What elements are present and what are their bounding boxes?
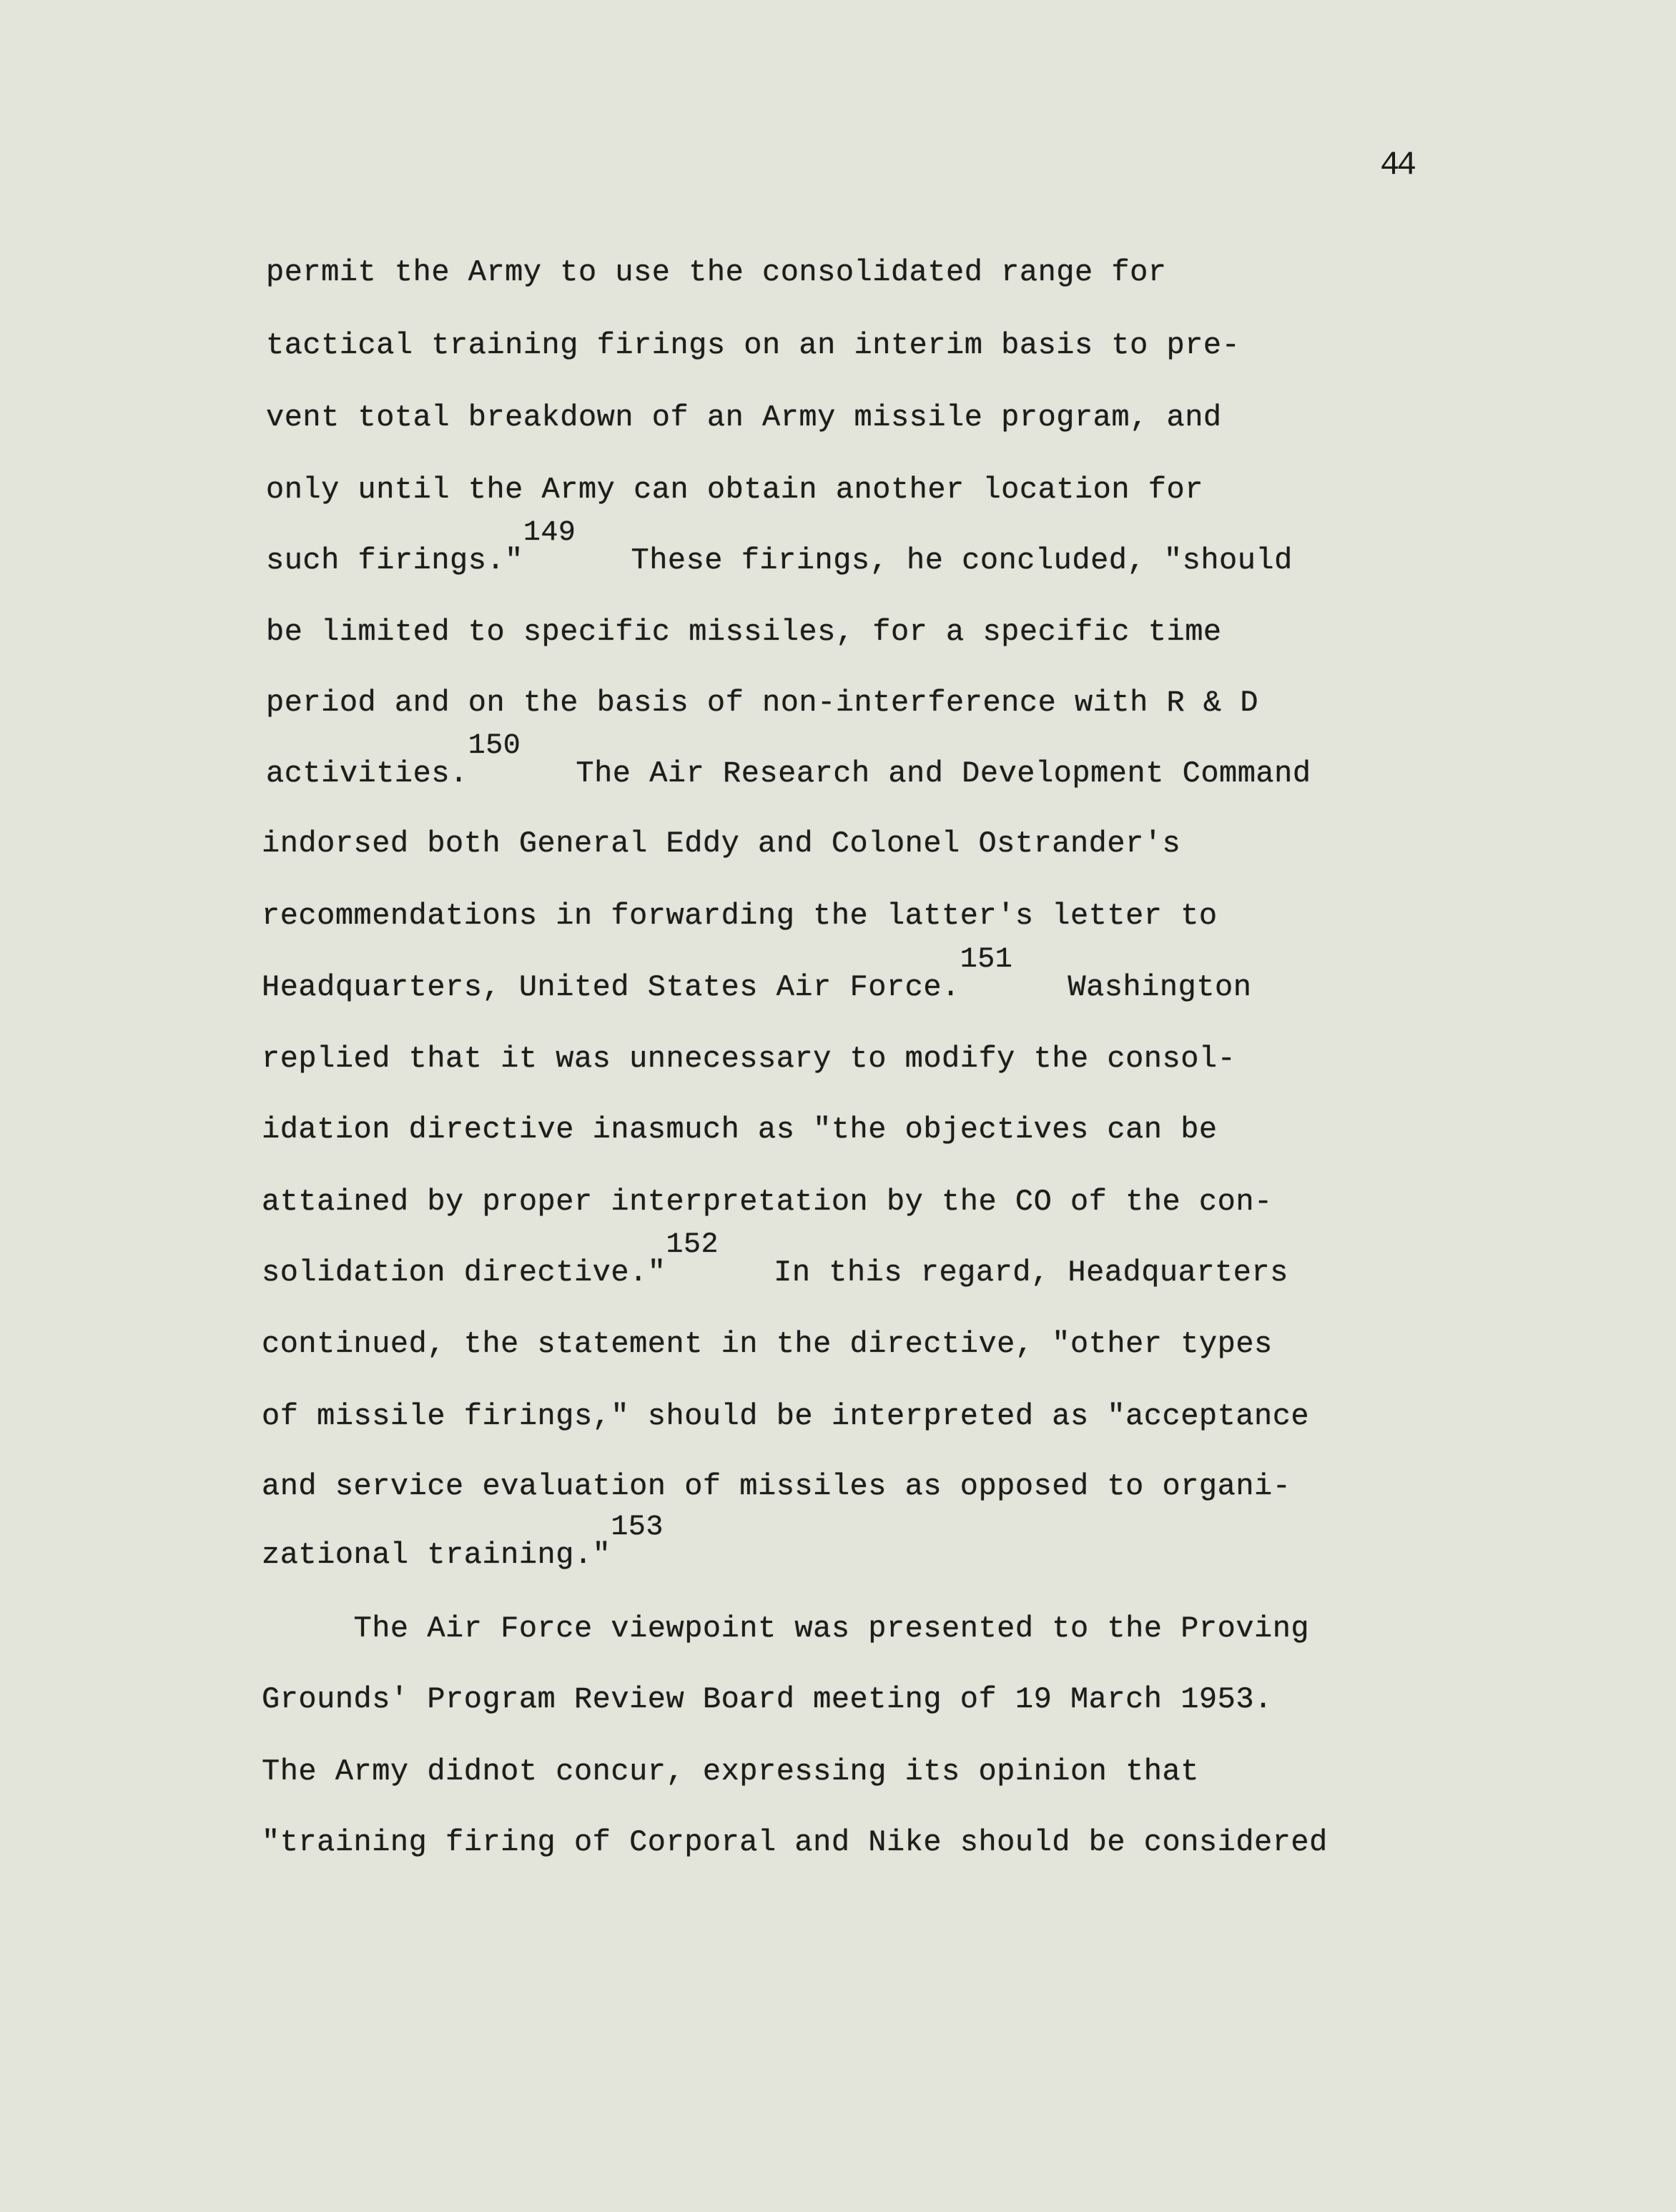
text-line bbox=[266, 614, 1222, 650]
text-line bbox=[266, 255, 1167, 290]
line-text: period and on the basis of non-interference with R & D bbox=[266, 686, 1259, 720]
text-line bbox=[266, 730, 1311, 793]
line-text: tactical training firings on an interim basis to pre- bbox=[266, 328, 1241, 362]
line-text: indorsed both General Eddy and Colonel Ostrander's bbox=[262, 826, 1181, 861]
text-line bbox=[262, 1112, 1218, 1147]
text-line bbox=[262, 1398, 1309, 1434]
line-text: be limited to specific missiles, for a specific time bbox=[266, 615, 1222, 649]
line-text: The Air Force viewpoint was presented to the Proving bbox=[262, 1611, 1310, 1646]
text-line bbox=[262, 944, 1252, 1007]
line-text: such firings." bbox=[266, 543, 523, 578]
text-line bbox=[266, 327, 1240, 363]
line-text: attained by proper interpretation by the CO of the con- bbox=[262, 1185, 1273, 1219]
line-text: The Army didnot concur, expressing its opinion that bbox=[262, 1754, 1199, 1789]
footnote-reference: 149 bbox=[523, 517, 576, 549]
text-line bbox=[262, 826, 1180, 861]
page-number: 44 bbox=[1380, 147, 1414, 184]
line-text: and service evaluation of missiles as opposed to organi- bbox=[262, 1469, 1291, 1504]
footnote-reference: 151 bbox=[960, 944, 1013, 976]
line-text: idation directive inasmuch as "the objectives can be bbox=[262, 1112, 1218, 1147]
line-text-continued: Washington bbox=[1012, 970, 1252, 1004]
line-text: solidation directive." bbox=[262, 1255, 666, 1290]
text-line bbox=[262, 1754, 1199, 1789]
line-text: permit the Army to use the consolidated range for bbox=[266, 255, 1167, 290]
line-text: Grounds' Program Review Board meeting of 19 March 1953. bbox=[262, 1682, 1273, 1717]
line-text: of missile firings," should be interpreted as "acceptance bbox=[262, 1399, 1310, 1433]
line-text-continued: In this regard, Headquarters bbox=[719, 1255, 1288, 1290]
footnote-reference: 150 bbox=[468, 730, 521, 762]
text-line bbox=[262, 1511, 664, 1574]
text-line bbox=[262, 1682, 1273, 1717]
footnote-reference: 153 bbox=[611, 1511, 664, 1544]
text-line bbox=[266, 400, 1222, 435]
text-line bbox=[266, 685, 1258, 721]
text-line bbox=[262, 898, 1218, 934]
footnote-reference: 152 bbox=[666, 1229, 719, 1261]
text-line bbox=[262, 1041, 1236, 1077]
text-line bbox=[266, 472, 1203, 508]
line-text: "training firing of Corporal and Nike should be considered bbox=[262, 1825, 1328, 1860]
line-text: zational training." bbox=[262, 1538, 611, 1572]
text-line bbox=[262, 1326, 1273, 1362]
line-text: activities. bbox=[266, 756, 468, 791]
line-text: vent total breakdown of an Army missile program, and bbox=[266, 400, 1222, 435]
line-text-continued: These firings, he concluded, "should bbox=[576, 543, 1293, 578]
line-text: continued, the statement in the directive, "other types bbox=[262, 1327, 1273, 1361]
text-line bbox=[266, 517, 1293, 580]
line-text: Headquarters, United States Air Force. bbox=[262, 970, 960, 1004]
line-text-continued: The Air Research and Development Command bbox=[521, 756, 1311, 791]
text-line bbox=[262, 1611, 1309, 1646]
text-line bbox=[262, 1184, 1273, 1220]
line-text: replied that it was unnecessary to modify the consol- bbox=[262, 1042, 1236, 1076]
line-text: recommendations in forwarding the latter's letter to bbox=[262, 899, 1218, 933]
text-line bbox=[262, 1229, 1288, 1292]
text-line bbox=[262, 1825, 1328, 1860]
text-line bbox=[262, 1468, 1291, 1504]
line-text: only until the Army can obtain another location for bbox=[266, 473, 1203, 507]
